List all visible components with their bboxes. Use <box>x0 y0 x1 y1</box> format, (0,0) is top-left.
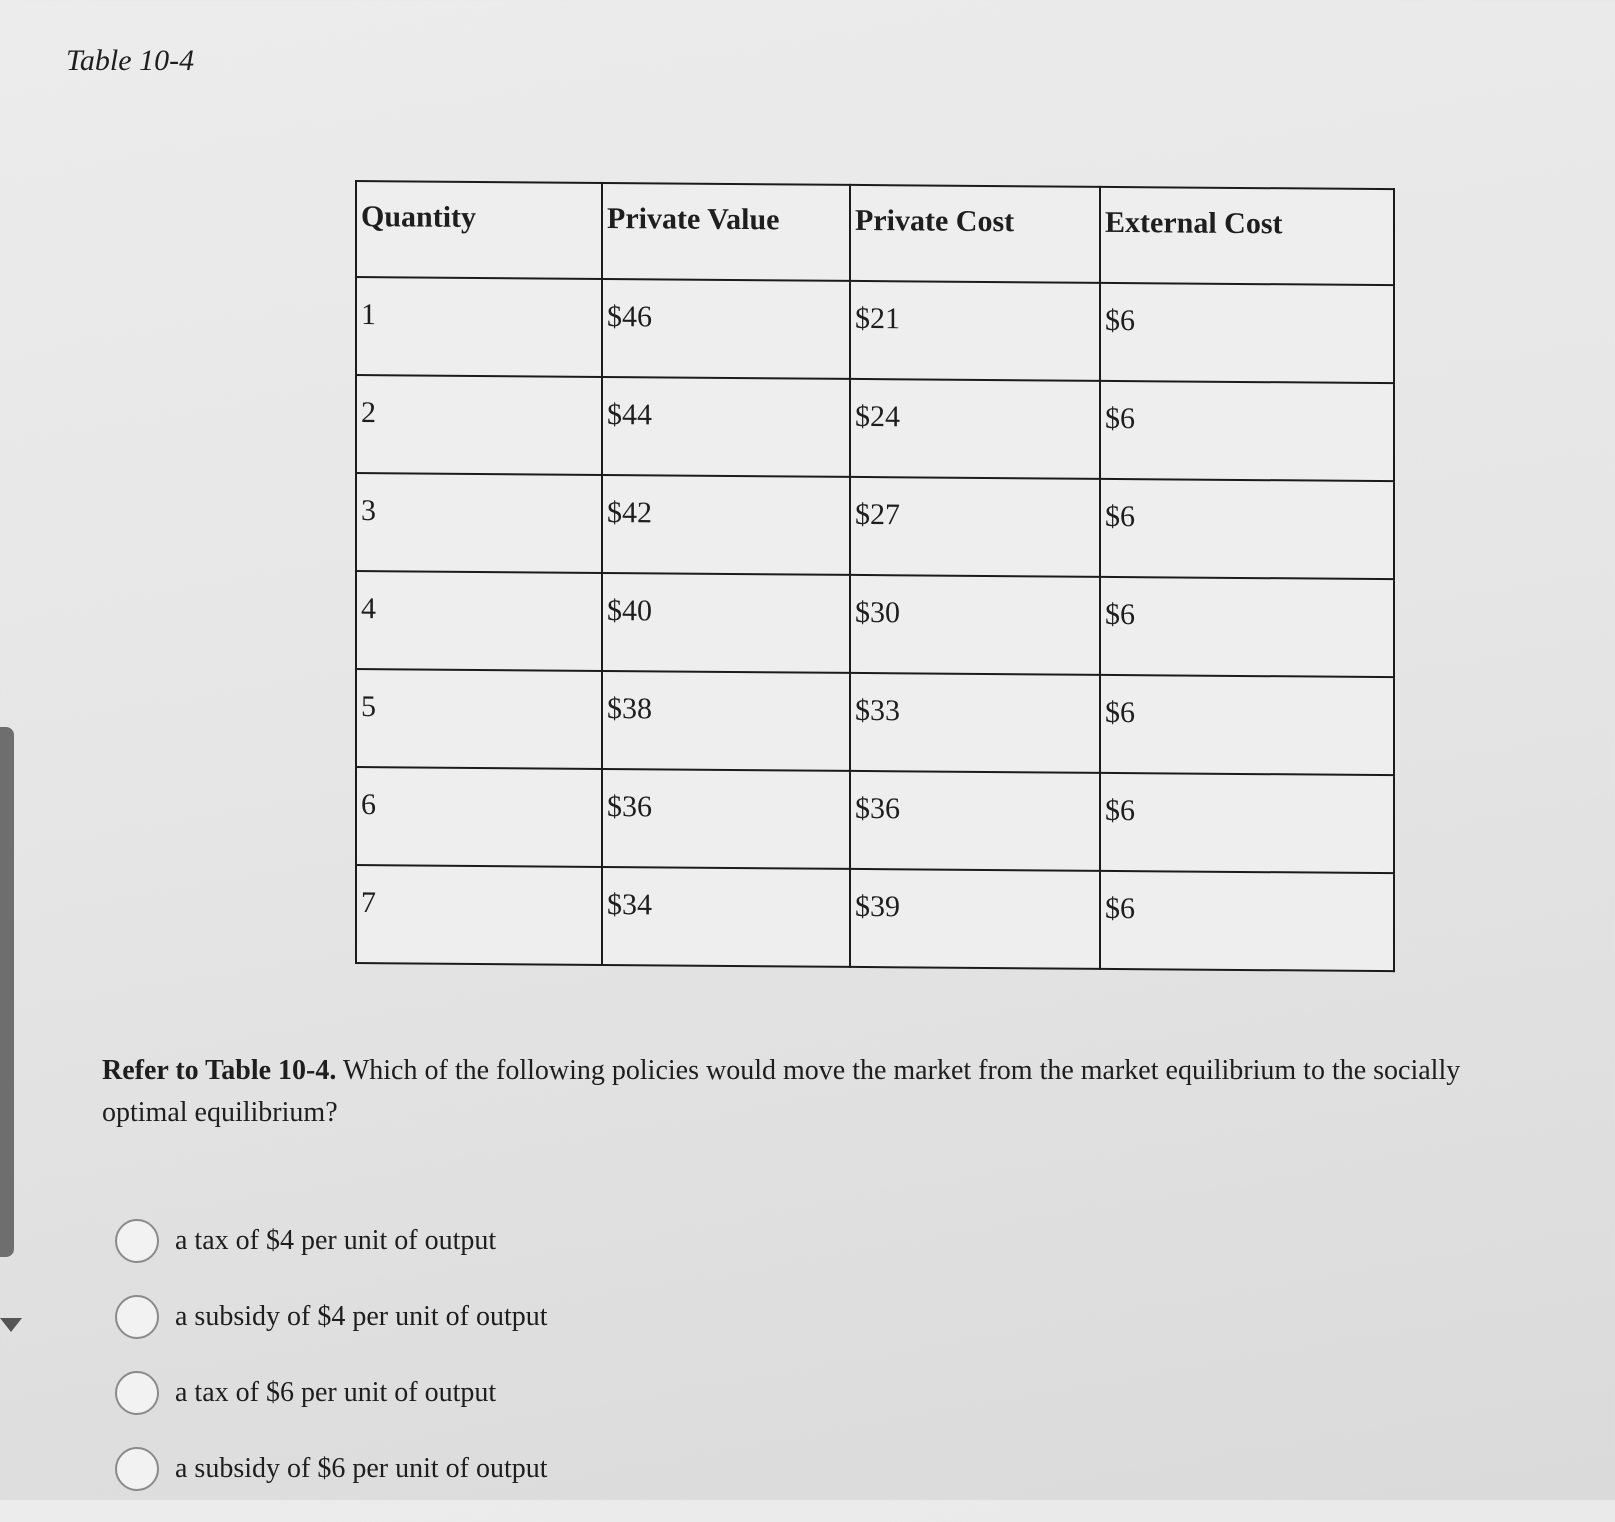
radio-button[interactable] <box>115 1371 159 1415</box>
option-label: a tax of $4 per unit of output <box>175 1225 497 1256</box>
answer-option[interactable] <box>115 1294 548 1340</box>
cell-quantity: 3 <box>356 473 602 573</box>
option-label: a tax of $6 per unit of output <box>175 1377 497 1408</box>
answer-option[interactable] <box>115 1446 548 1492</box>
table-row <box>356 767 1394 873</box>
cell-quantity: 7 <box>356 865 602 965</box>
answer-option[interactable] <box>115 1218 548 1264</box>
cell-private-cost: $36 <box>850 771 1100 871</box>
table-row <box>356 865 1394 971</box>
cell-private-cost: $24 <box>850 379 1100 479</box>
table-row <box>356 375 1394 481</box>
question-text <box>102 1050 1552 1134</box>
cell-quantity: 1 <box>356 277 602 377</box>
table-row <box>356 669 1394 775</box>
cell-quantity: 4 <box>356 571 602 671</box>
answer-options <box>115 1218 548 1522</box>
cell-private-value: $38 <box>602 671 850 771</box>
cell-external-cost: $6 <box>1100 871 1394 971</box>
question-body: Which of the following policies would move the market from the market equilibrium to the socially optimal equilibrium? <box>102 1055 1461 1128</box>
option-label: a subsidy of $6 per unit of output <box>175 1453 548 1484</box>
option-label: a subsidy of $4 per unit of output <box>175 1301 548 1332</box>
cell-private-value: $34 <box>602 867 850 967</box>
cell-private-value: $46 <box>602 279 850 379</box>
radio-button[interactable] <box>115 1295 159 1339</box>
table-row <box>356 277 1394 383</box>
cell-private-cost: $33 <box>850 673 1100 773</box>
header-external-cost: External Cost <box>1100 187 1394 285</box>
cell-private-value: $44 <box>602 377 850 477</box>
cell-external-cost: $6 <box>1100 675 1394 775</box>
cell-external-cost: $6 <box>1100 773 1394 873</box>
cell-quantity: 2 <box>356 375 602 475</box>
cell-private-value: $40 <box>602 573 850 673</box>
cell-private-cost: $39 <box>850 869 1100 969</box>
page-title: Table 10-4 <box>66 44 195 77</box>
cell-private-cost: $30 <box>850 575 1100 675</box>
cell-private-cost: $27 <box>850 477 1100 577</box>
table-row <box>356 571 1394 677</box>
cell-external-cost: $6 <box>1100 479 1394 579</box>
data-table <box>355 180 1395 972</box>
header-quantity: Quantity <box>356 181 602 279</box>
header-private-cost: Private Cost <box>850 185 1100 283</box>
table-row <box>356 473 1394 579</box>
cell-private-value: $42 <box>602 475 850 575</box>
radio-button[interactable] <box>115 1447 159 1491</box>
cell-private-cost: $21 <box>850 281 1100 381</box>
cell-quantity: 5 <box>356 669 602 769</box>
cell-private-value: $36 <box>602 769 850 869</box>
cell-external-cost: $6 <box>1100 283 1394 383</box>
radio-button[interactable] <box>115 1219 159 1263</box>
cell-external-cost: $6 <box>1100 381 1394 481</box>
cell-quantity: 6 <box>356 767 602 867</box>
header-private-value: Private Value <box>602 183 850 281</box>
question-reference: Refer to Table 10-4. <box>102 1055 337 1086</box>
answer-option[interactable] <box>115 1370 548 1416</box>
cell-external-cost: $6 <box>1100 577 1394 677</box>
scroll-down-arrow-icon[interactable] <box>0 1318 22 1332</box>
scrollbar-thumb[interactable] <box>0 727 14 1257</box>
table-header-row <box>356 181 1394 285</box>
